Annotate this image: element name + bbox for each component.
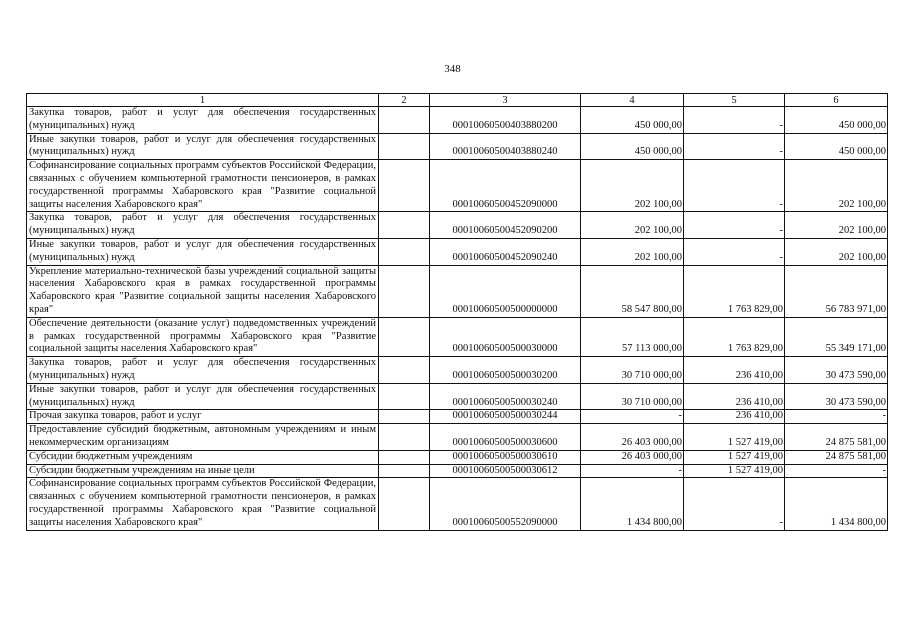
table-row <box>27 133 888 160</box>
amount-col4: 202 100,00 <box>581 160 684 212</box>
amount-col4: 30 710 000,00 <box>581 357 684 384</box>
budget-code: 00010060500403880240 <box>430 133 581 160</box>
col2-cell <box>379 424 430 451</box>
budget-code: 00010060500500030610 <box>430 450 581 464</box>
header-row <box>27 94 888 107</box>
amount-col5: 1 763 829,00 <box>684 265 785 317</box>
budget-code: 00010060500500030612 <box>430 464 581 478</box>
amount-col5: 1 763 829,00 <box>684 317 785 356</box>
budget-code: 00010060500452090000 <box>430 160 581 212</box>
item-name: Закупка товаров, работ и услуг для обеспечения государственных (муниципальных) нужд <box>27 357 379 384</box>
table-row <box>27 160 888 212</box>
col2-cell <box>379 410 430 424</box>
budget-table <box>26 93 888 531</box>
amount-col6: 450 000,00 <box>785 133 888 160</box>
item-name: Софинансирование социальных программ субъектов Российской Федерации, связанных с обучением компьютерной грамотности пенсионеров, в рамках государственной программы Хабаровского края "Развитие социальной защиты населения Хабаровского края" <box>27 160 379 212</box>
col2-cell <box>379 238 430 265</box>
table-row <box>27 383 888 410</box>
budget-code: 00010060500452090240 <box>430 238 581 265</box>
item-name: Укрепление материально-технической базы учреждений социальной защиты населения Хабаровского края в рамках государственной программы Хабаровского края "Развитие социальной защиты населения Хабаровского края" <box>27 265 379 317</box>
amount-col4: 450 000,00 <box>581 133 684 160</box>
item-name: Субсидии бюджетным учреждениям <box>27 450 379 464</box>
amount-col5: 1 527 419,00 <box>684 450 785 464</box>
item-name: Прочая закупка товаров, работ и услуг <box>27 410 379 424</box>
amount-col4: 30 710 000,00 <box>581 383 684 410</box>
table-row <box>27 478 888 530</box>
amount-col5: 236 410,00 <box>684 410 785 424</box>
budget-code: 00010060500500030240 <box>430 383 581 410</box>
item-name: Иные закупки товаров, работ и услуг для обеспечения государственных (муниципальных) нужд <box>27 133 379 160</box>
budget-code: 00010060500552090000 <box>430 478 581 530</box>
amount-col5: - <box>684 478 785 530</box>
table-row <box>27 212 888 239</box>
amount-col4: 1 434 800,00 <box>581 478 684 530</box>
item-name: Иные закупки товаров, работ и услуг для обеспечения государственных (муниципальных) нужд <box>27 383 379 410</box>
amount-col5: - <box>684 160 785 212</box>
amount-col6: 24 875 581,00 <box>785 450 888 464</box>
amount-col6: - <box>785 410 888 424</box>
amount-col4: - <box>581 464 684 478</box>
column-header: 5 <box>684 94 785 107</box>
col2-cell <box>379 212 430 239</box>
item-name: Закупка товаров, работ и услуг для обеспечения государственных (муниципальных) нужд <box>27 107 379 134</box>
amount-col4: - <box>581 410 684 424</box>
col2-cell <box>379 464 430 478</box>
amount-col5: 236 410,00 <box>684 357 785 384</box>
budget-code: 00010060500500000000 <box>430 265 581 317</box>
amount-col4: 450 000,00 <box>581 107 684 134</box>
budget-code: 00010060500403880200 <box>430 107 581 134</box>
amount-col5: 1 527 419,00 <box>684 464 785 478</box>
amount-col6: 56 783 971,00 <box>785 265 888 317</box>
table-row <box>27 464 888 478</box>
budget-code: 00010060500500030244 <box>430 410 581 424</box>
page-number: 348 <box>444 63 461 75</box>
amount-col6: - <box>785 464 888 478</box>
amount-col4: 202 100,00 <box>581 238 684 265</box>
col2-cell <box>379 265 430 317</box>
column-header: 3 <box>430 94 581 107</box>
item-name: Закупка товаров, работ и услуг для обеспечения государственных (муниципальных) нужд <box>27 212 379 239</box>
amount-col6: 30 473 590,00 <box>785 383 888 410</box>
col2-cell <box>379 383 430 410</box>
amount-col6: 55 349 171,00 <box>785 317 888 356</box>
budget-code: 00010060500500030200 <box>430 357 581 384</box>
budget-code: 00010060500452090200 <box>430 212 581 239</box>
table-row <box>27 265 888 317</box>
table-row <box>27 424 888 451</box>
table-row <box>27 357 888 384</box>
amount-col5: - <box>684 238 785 265</box>
col2-cell <box>379 317 430 356</box>
amount-col4: 58 547 800,00 <box>581 265 684 317</box>
amount-col6: 450 000,00 <box>785 107 888 134</box>
amount-col6: 202 100,00 <box>785 212 888 239</box>
item-name: Субсидии бюджетным учреждениям на иные цели <box>27 464 379 478</box>
amount-col4: 202 100,00 <box>581 212 684 239</box>
amount-col4: 26 403 000,00 <box>581 450 684 464</box>
amount-col6: 202 100,00 <box>785 238 888 265</box>
budget-code: 00010060500500030000 <box>430 317 581 356</box>
amount-col6: 202 100,00 <box>785 160 888 212</box>
table-row <box>27 107 888 134</box>
col2-cell <box>379 160 430 212</box>
amount-col5: 1 527 419,00 <box>684 424 785 451</box>
column-header: 4 <box>581 94 684 107</box>
column-header: 1 <box>27 94 379 107</box>
item-name: Иные закупки товаров, работ и услуг для обеспечения государственных (муниципальных) нужд <box>27 238 379 265</box>
col2-cell <box>379 107 430 134</box>
item-name: Софинансирование социальных программ субъектов Российской Федерации, связанных с обучением компьютерной грамотности пенсионеров, в рамках государственной программы Хабаровского края "Развитие социальной защиты населения Хабаровского края" <box>27 478 379 530</box>
table-row <box>27 238 888 265</box>
table-row <box>27 410 888 424</box>
budget-code: 00010060500500030600 <box>430 424 581 451</box>
item-name: Предоставление субсидий бюджетным, автономным учреждениям и иным некоммерческим организациям <box>27 424 379 451</box>
amount-col5: - <box>684 133 785 160</box>
amount-col4: 26 403 000,00 <box>581 424 684 451</box>
amount-col5: 236 410,00 <box>684 383 785 410</box>
col2-cell <box>379 357 430 384</box>
col2-cell <box>379 450 430 464</box>
table-row <box>27 450 888 464</box>
amount-col4: 57 113 000,00 <box>581 317 684 356</box>
amount-col6: 30 473 590,00 <box>785 357 888 384</box>
col2-cell <box>379 133 430 160</box>
column-header: 6 <box>785 94 888 107</box>
item-name: Обеспечение деятельности (оказание услуг) подведомственных учреждений в рамках государственной программы Хабаровского края "Развитие социальной защиты населения Хабаровского края" <box>27 317 379 356</box>
col2-cell <box>379 478 430 530</box>
amount-col6: 1 434 800,00 <box>785 478 888 530</box>
amount-col6: 24 875 581,00 <box>785 424 888 451</box>
table-row <box>27 317 888 356</box>
amount-col5: - <box>684 107 785 134</box>
column-header: 2 <box>379 94 430 107</box>
amount-col5: - <box>684 212 785 239</box>
